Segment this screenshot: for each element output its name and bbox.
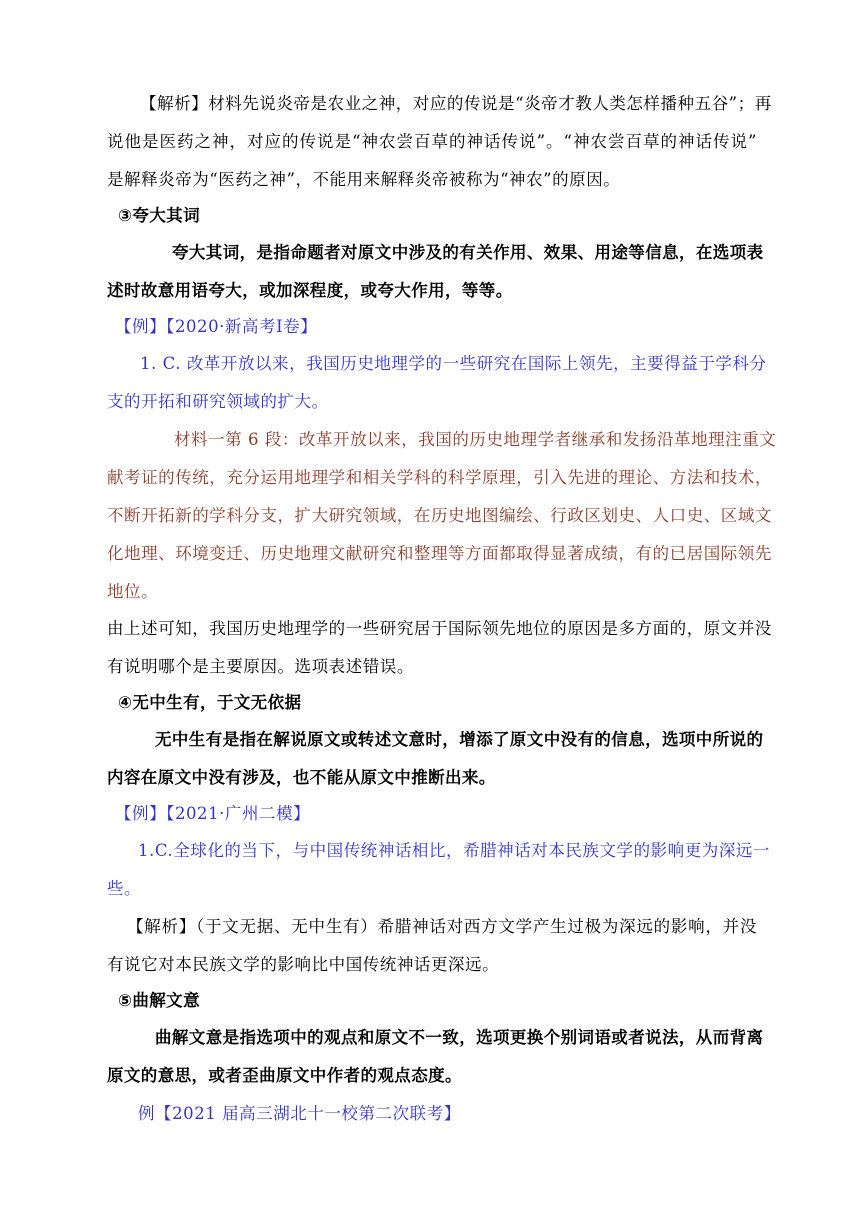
conclusion-paragraph: 有说明哪个是主要原因。选项表述错误。 xyxy=(107,657,414,676)
example-label-2020: 【例】【2020·新高考Ⅰ卷】 xyxy=(115,317,318,336)
analysis-paragraph-2: 有说它对本民族文学的影响比中国传统神话更深远。 xyxy=(107,955,500,974)
definition-paragraph-fabrication: 内容在原文中没有涉及，也不能从原文中推断出来。 xyxy=(107,768,496,787)
example-label-2021: 【例】【2021·广州二模】 xyxy=(115,804,311,823)
analysis-paragraph-1: 说他是医药之神，对应的传说是“神农尝百草的神话传说”。“神农尝百草的神话传说” xyxy=(107,132,757,151)
example-option-1: 1. C. 改革开放以来，我国历史地理学的一些研究在国际上领先，主要得益于学科分 xyxy=(140,354,767,373)
section-heading-misinterpretation: ⑤曲解文意 xyxy=(118,991,200,1010)
definition-paragraph-fabrication: 无中生有是指在解说原文或转述文意时，增添了原文中没有的信息，选项中所说的 xyxy=(155,730,764,749)
section-heading-fabrication: ④无中生有，于文无依据 xyxy=(118,693,302,712)
definition-paragraph-exaggeration: 述时故意用语夸大，或加深程度，或夸大作用，等等。 xyxy=(107,281,513,300)
source-material-quote: 献考证的传统，充分运用地理学和相关学科的科学原理，引入先进的理论、方法和技术， xyxy=(107,468,772,487)
example-option-2: 1.C.全球化的当下，与中国传统神话相比，希腊神话对本民族文学的影响更为深远一 xyxy=(138,841,770,860)
source-material-quote: 不断开拓新的学科分支，扩大研究领域，在历史地图编绘、行政区划史、人口史、区域文 xyxy=(107,506,772,525)
source-material-quote: 材料一第 6 段：改革开放以来，我国的历史地理学者继承和发扬沿革地理注重文 xyxy=(174,430,777,449)
example-label-hubei: 例【2021 届高三湖北十一校第二次联考】 xyxy=(138,1104,461,1123)
example-option-1: 支的开拓和研究领域的扩大。 xyxy=(107,392,329,411)
analysis-paragraph-2: 【解析】（于文无据、无中生有）希腊神话对西方文学产生过极为深远的影响，并没 xyxy=(127,917,757,936)
analysis-paragraph-1: 是解释炎帝为“医药之神”，不能用来解释炎帝被称为“神农”的原因。 xyxy=(107,170,621,189)
definition-paragraph-misinterpretation: 曲解文意是指选项中的观点和原文不一致，选项更换个别词语或者说法，从而背离 xyxy=(155,1028,764,1047)
definition-paragraph-exaggeration: 夸大其词，是指命题者对原文中涉及的有关作用、效果、用途等信息，在选项表 xyxy=(172,243,764,262)
analysis-paragraph-1: 【解析】材料先说炎帝是农业之神，对应的传说是“炎帝才教人类怎样播种五谷”；再 xyxy=(140,94,772,113)
source-material-quote: 化地理、环境变迁、历史地理文献研究和整理等方面都取得显著成绩，有的已居国际领先 xyxy=(107,544,772,563)
section-heading-exaggeration: ③夸大其词 xyxy=(118,206,200,225)
example-option-2: 些。 xyxy=(107,879,142,898)
conclusion-paragraph: 由上述可知，我国历史地理学的一些研究居于国际领先地位的原因是多方面的，原文并没 xyxy=(107,619,772,638)
source-material-quote: 地位。 xyxy=(107,582,159,601)
definition-paragraph-misinterpretation: 原文的意思，或者歪曲原文中作者的观点态度。 xyxy=(107,1066,462,1085)
